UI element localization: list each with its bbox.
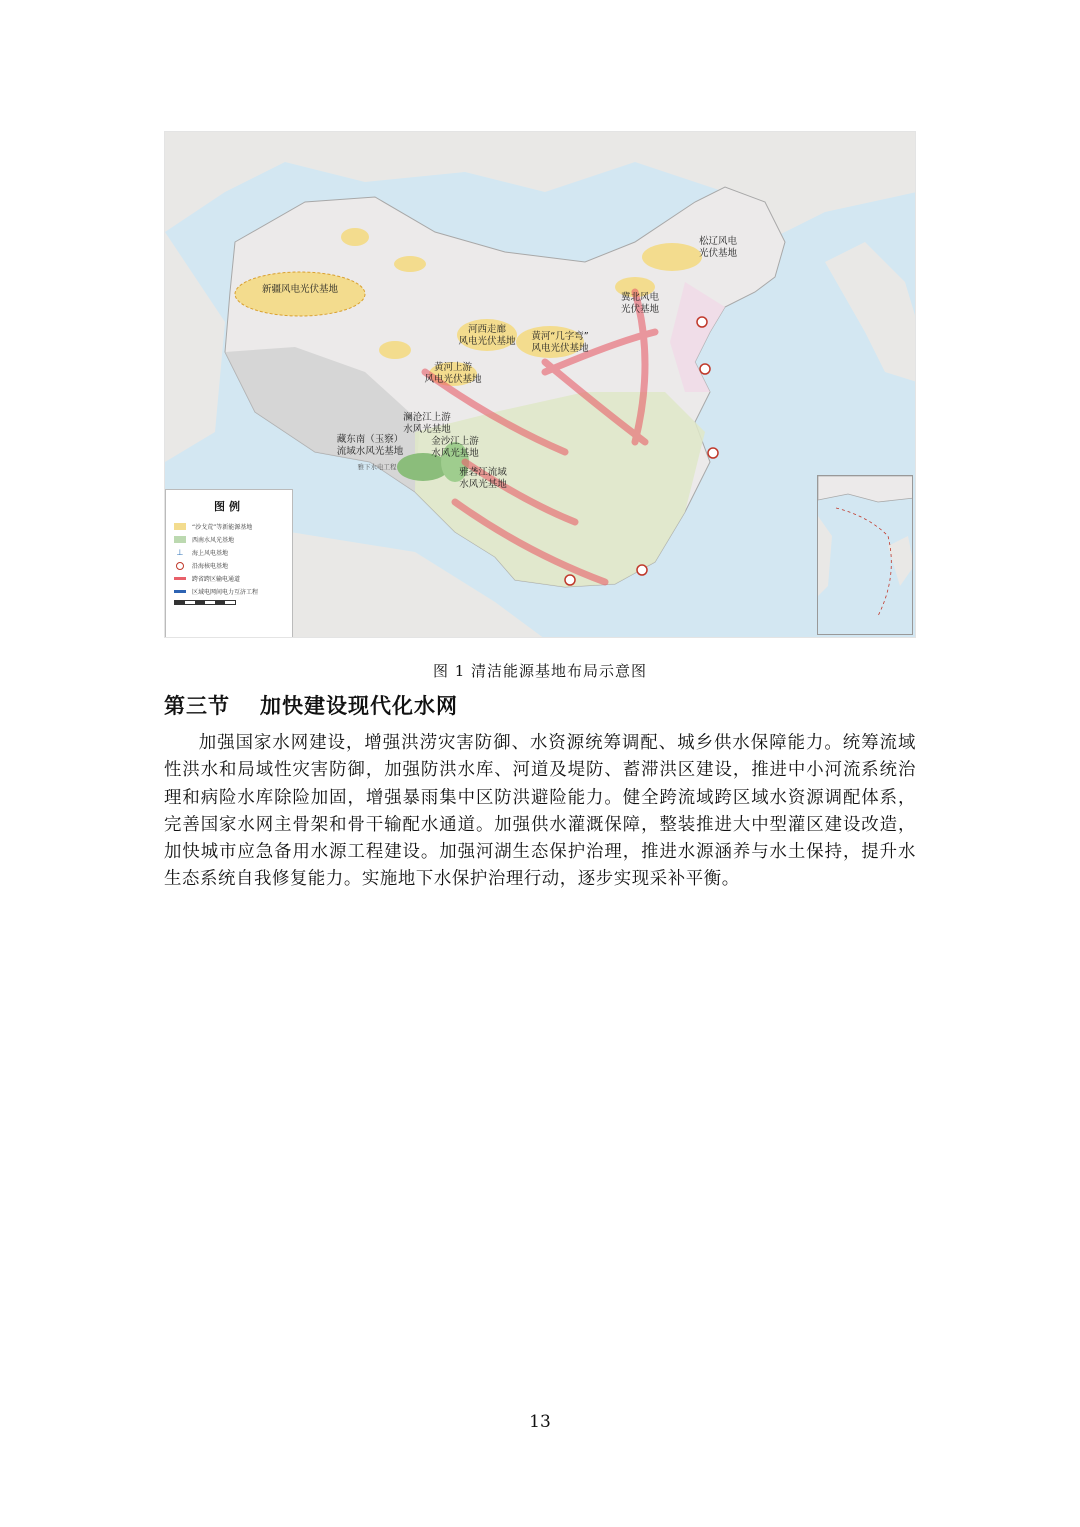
legend-label: 区域电网间电力互济工程 [192,589,259,596]
map-legend [165,489,293,638]
label-huanghe-jizi-2: 风电光伏基地 [531,343,589,354]
label-huanghe-jizi-1: 黄河“几字弯” [531,331,589,342]
legend-item [174,533,292,546]
label-jibei-2: 光伏基地 [620,304,660,315]
inset-land-west [818,516,832,596]
base-east-xinjiang [394,256,426,272]
legend-item [174,585,292,598]
label-jinsha-1: 金沙江上游 [431,436,479,447]
label-songliao-2: 光伏基地 [698,248,738,259]
figure-caption: 图 1 清洁能源基地布局示意图 [432,662,648,680]
label-lancang-1: 澜沧江上游 [403,412,451,423]
nuclear-site [565,575,575,585]
section-title: 加快建设现代化水网 [260,694,458,718]
legend-label: 海上风电基地 [192,550,229,557]
nuclear-site [708,448,718,458]
label-xinjiang: 新疆风电光伏基地 [261,284,339,295]
interconnect-icon [174,590,186,593]
nuclear-site [637,565,647,575]
label-yaxia: 雅下水电工程 [357,463,397,471]
label-huanghe-upper-2: 风电光伏基地 [424,374,482,385]
neighbor-land-west [165,232,225,462]
label-yalong-2: 水风光基地 [459,479,507,490]
nuclear-site [700,364,710,374]
energy-base-map [164,131,916,638]
base-north-xinjiang [341,228,369,246]
legend-swatch-icon [174,536,186,543]
section-heading [164,690,458,720]
label-jibei-1: 冀北风电 [620,292,660,303]
label-huanghe-upper-1: 黄河上游 [433,362,473,373]
legend-item [174,559,292,572]
legend-item [174,546,292,559]
label-zangdongnan-1: 藏东南（玉察） [336,434,404,445]
corridor-arrow-icon [174,577,186,580]
label-hexi-2: 风电光伏基地 [458,336,516,347]
label-zangdongnan-2: 流域水风光基地 [336,446,404,457]
scale-bar [174,600,236,605]
label-jinsha-2: 水风光基地 [431,448,479,459]
label-lancang-2: 水风光基地 [403,424,451,435]
inset-land-north [818,476,913,502]
legend-swatch-icon [174,523,186,530]
page-number: 13 [529,1412,551,1432]
inset-canvas [818,476,913,635]
legend-item [174,572,292,585]
south-china-sea-inset [817,475,913,635]
wind-turbine-icon: ⊥ [176,548,184,557]
legend-title: 图例 [214,500,244,513]
label-hexi-1: 河西走廊 [467,324,507,335]
legend-list [174,520,292,598]
section-number: 第三节 [164,694,230,718]
label-yalong-1: 雅砻江流域 [459,467,507,478]
inset-land-east [888,536,913,586]
label-songliao-1: 松辽风电 [698,236,738,247]
legend-label: 沿海核电基地 [192,563,229,570]
legend-item [174,520,292,533]
inset-boundary [836,508,891,616]
legend-label: 跨省跨区输电通道 [192,576,241,583]
nuclear-icon [176,562,184,570]
neighbor-land-korea-japan [825,242,916,382]
nuclear-site [697,317,707,327]
legend-label: 西南水风光基地 [192,537,235,544]
base-qaidam [379,341,411,359]
legend-label: “沙戈荒”等新能源基地 [192,524,253,531]
songliao-base [642,243,702,271]
body-paragraph: 加强国家水网建设，增强洪涝灾害防御、水资源统筹调配、城乡供水保障能力。统筹流域性洪水和局域性灾害防御，加强防洪水库、河道及堤防、蓄滞洪区建设，推进中小河流系统治理和病险水库除险加固，增强暴雨集中区防洪避险能力。健全跨流域跨区域水资源调配体系，完善国家水网主骨架和骨干输配水通道。加强供水灌溉保障，整装推进大中型灌区建设改造，加快城市应急备用水源工程建设。加强河湖生态保护治理，推进水源涵养与水土保持，提升水生态系统自我修复能力。实施地下水保护治理行动，逐步实现采补平衡。 [164,733,916,890]
